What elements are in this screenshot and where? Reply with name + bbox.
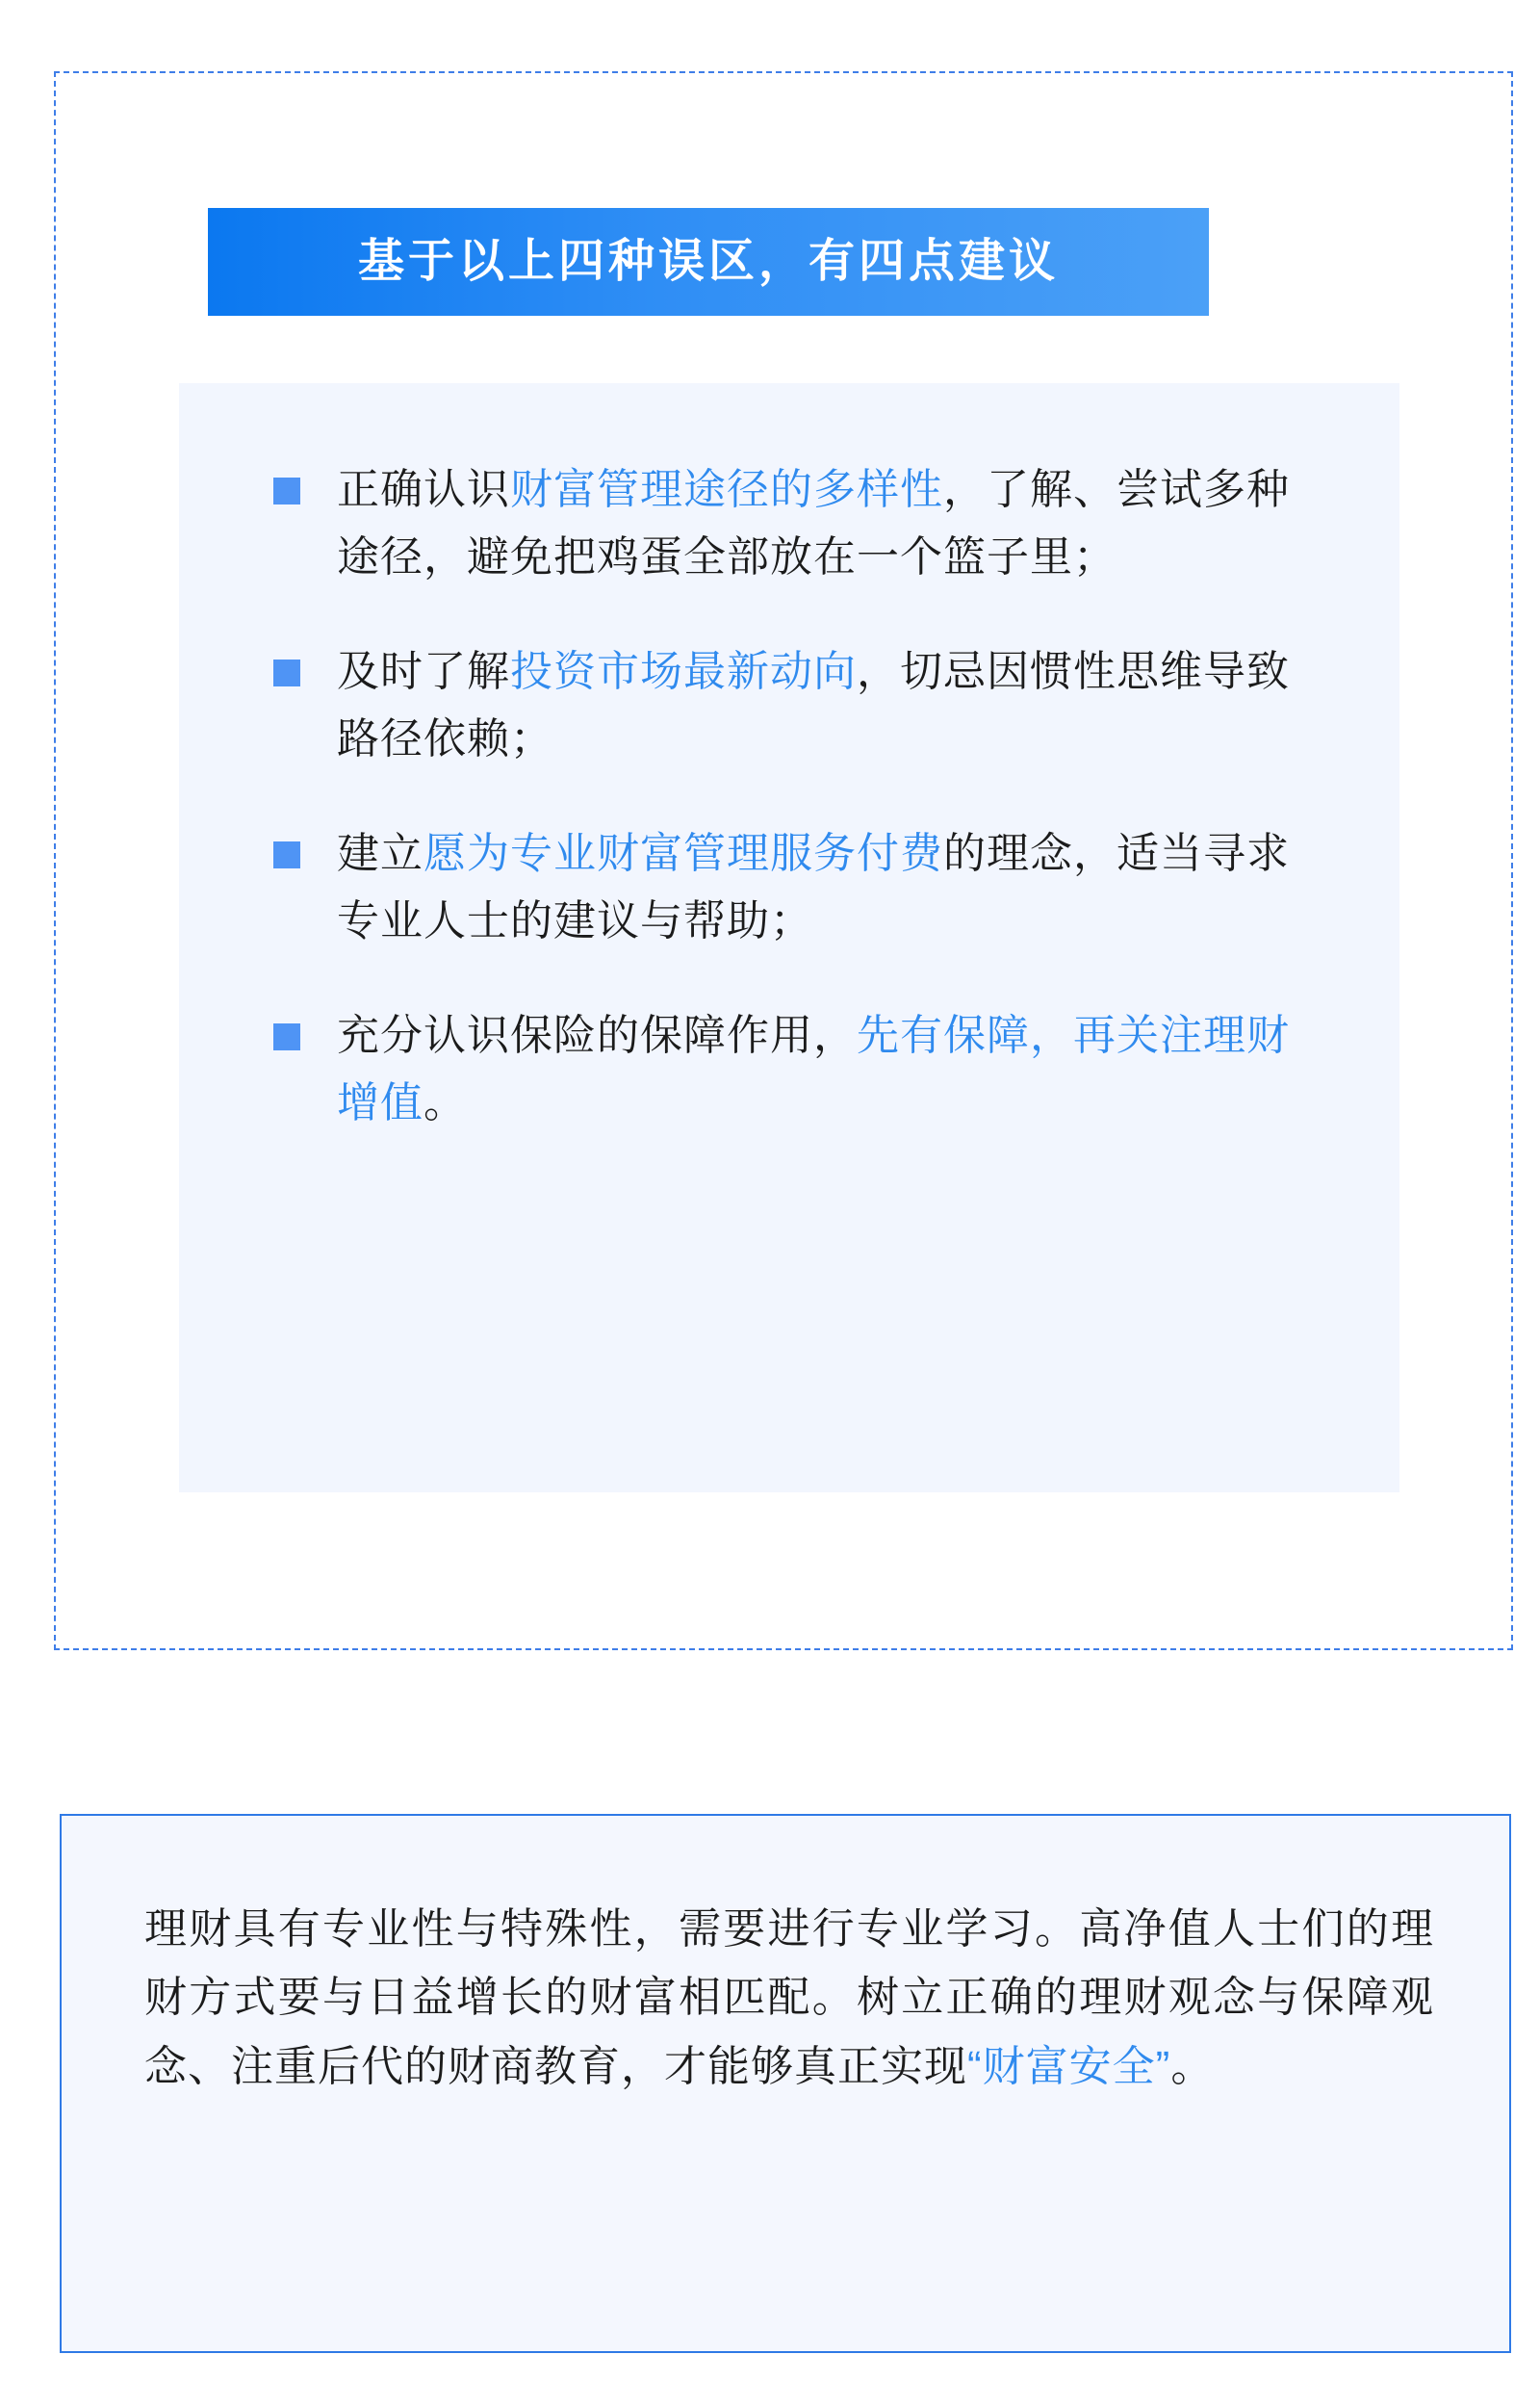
list-item bbox=[258, 456, 1326, 590]
list-item bbox=[258, 1002, 1326, 1136]
highlighted-text: 愿为专业财富管理服务付费 bbox=[424, 830, 943, 878]
highlighted-text: “财富安全” bbox=[967, 2042, 1171, 2090]
highlighted-text: 先有保障，再关注理财增值 bbox=[337, 1012, 1290, 1126]
advice-section bbox=[54, 71, 1513, 1650]
body-text: ，切忌因惯性思维导致路径依赖； bbox=[337, 648, 1290, 763]
bullet-square-icon bbox=[273, 1023, 300, 1050]
body-text: 正确认识 bbox=[337, 466, 510, 513]
page-title: 基于以上四种误区，有四点建议 bbox=[357, 236, 1059, 287]
body-text: 理财具有专业性与特殊性，需要进行专业学习。高净值人士们的理财方式要与日益增长的财富相匹配。树立正确的理财观念与保障观念、注重后代的财商教育，才能够真正实现 bbox=[144, 1905, 1434, 2090]
section-title-banner bbox=[208, 208, 1209, 316]
body-text: 。 bbox=[1170, 2042, 1215, 2090]
bullet-square-icon bbox=[273, 841, 300, 868]
list-item bbox=[258, 638, 1326, 772]
bullet-square-icon bbox=[273, 660, 300, 686]
summary-paragraph bbox=[144, 1895, 1434, 2101]
body-text: ，了解、尝试多种途径，避免把鸡蛋全部放在一个篮子里； bbox=[337, 466, 1290, 581]
bullet-square-icon bbox=[273, 478, 300, 504]
advice-item-text-3 bbox=[337, 820, 1326, 954]
body-text: 充分认识保险的保障作用， bbox=[337, 1012, 857, 1060]
body-text: 及时了解 bbox=[337, 648, 510, 696]
highlighted-text: 投资市场最新动向 bbox=[510, 648, 857, 696]
list-item bbox=[258, 820, 1326, 954]
advice-item-text-2 bbox=[337, 638, 1326, 772]
body-text: 的理念，适当寻求专业人士的建议与帮助； bbox=[337, 830, 1290, 944]
advice-list bbox=[258, 456, 1326, 1136]
summary-section bbox=[60, 1814, 1511, 2353]
advice-item-text-4 bbox=[337, 1002, 1326, 1136]
highlighted-text: 财富管理途径的多样性 bbox=[510, 466, 943, 513]
advice-item-text-1 bbox=[337, 456, 1326, 590]
advice-panel bbox=[179, 383, 1399, 1492]
body-text: 建立 bbox=[337, 830, 424, 878]
body-text: 。 bbox=[424, 1078, 467, 1126]
